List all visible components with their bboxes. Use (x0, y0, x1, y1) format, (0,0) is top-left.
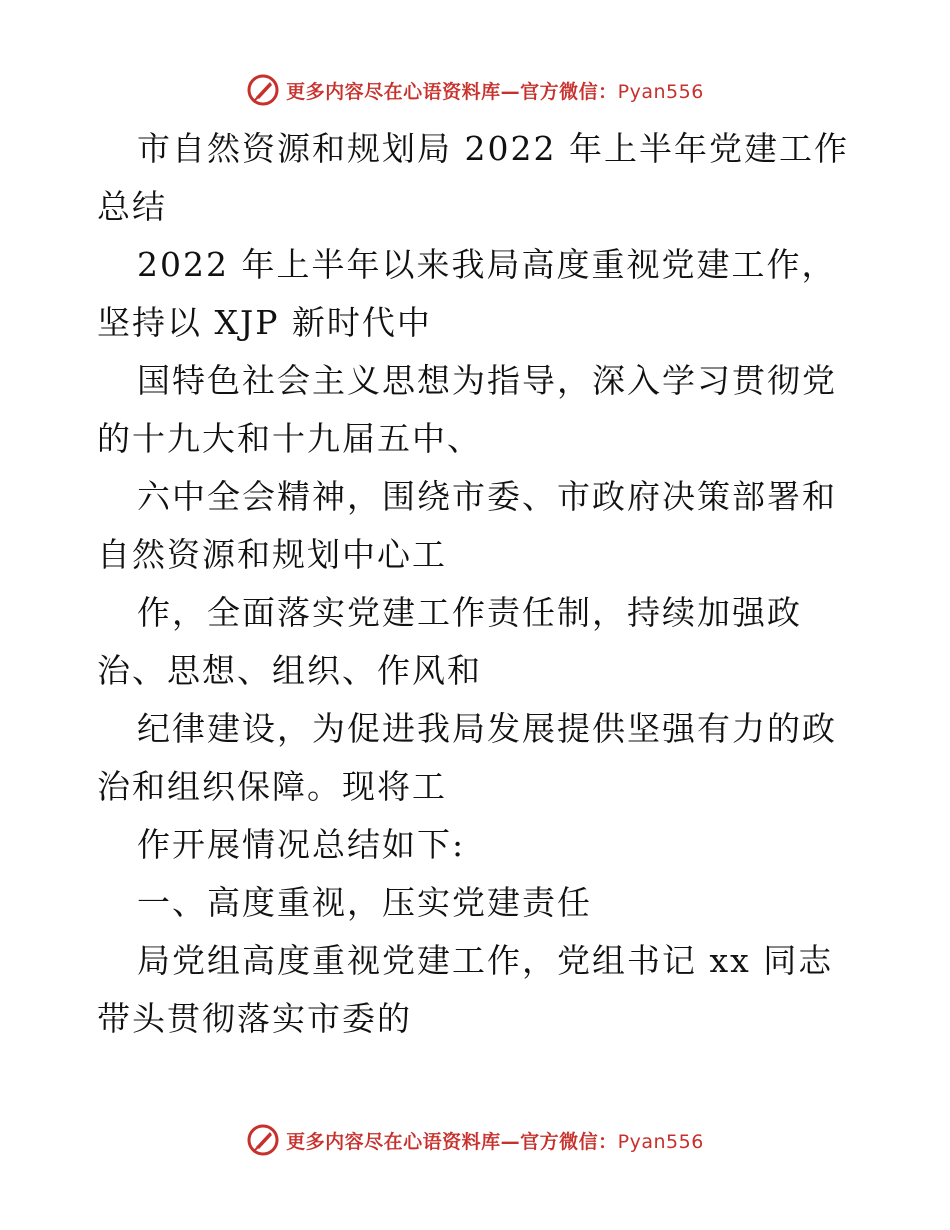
quill-logo-icon (246, 1123, 280, 1157)
paragraph-line: 国特色社会主义思想为指导，深入学习贯彻党的十九大和十九届五中、 (97, 361, 837, 458)
watermark-text: 更多内容尽在心语资料库—官方微信：Pyan556 (286, 80, 704, 103)
header-watermark (0, 70, 950, 110)
section-heading: 一、高度重视，压实党建责任 (137, 883, 592, 922)
footer-watermark (0, 1120, 950, 1160)
document-body (97, 120, 867, 1048)
paragraph-line: 局党组高度重视党建工作，党组书记 xx 同志带头贯彻落实市委的 (97, 941, 834, 1038)
watermark-handle: Pyan556 (617, 80, 704, 103)
watermark-handle: Pyan556 (617, 1130, 704, 1153)
paragraph-line: 2022 年上半年以来我局高度重视党建工作，坚持以 XJP 新时代中 (97, 245, 837, 342)
document-title: 市自然资源和规划局 2022 年上半年党建工作总结 (97, 129, 849, 226)
paragraph-line: 作，全面落实党建工作责任制，持续加强政治、思想、组织、作风和 (97, 593, 802, 690)
watermark-text: 更多内容尽在心语资料库—官方微信：Pyan556 (286, 1130, 704, 1153)
quill-logo-icon (246, 73, 280, 107)
paragraph-line: 纪律建设，为促进我局发展提供坚强有力的政治和组织保障。现将工 (97, 709, 837, 806)
paragraph-line: 六中全会精神，围绕市委、市政府决策部署和自然资源和规划中心工 (97, 477, 837, 574)
paragraph-line: 作开展情况总结如下: (137, 825, 466, 864)
